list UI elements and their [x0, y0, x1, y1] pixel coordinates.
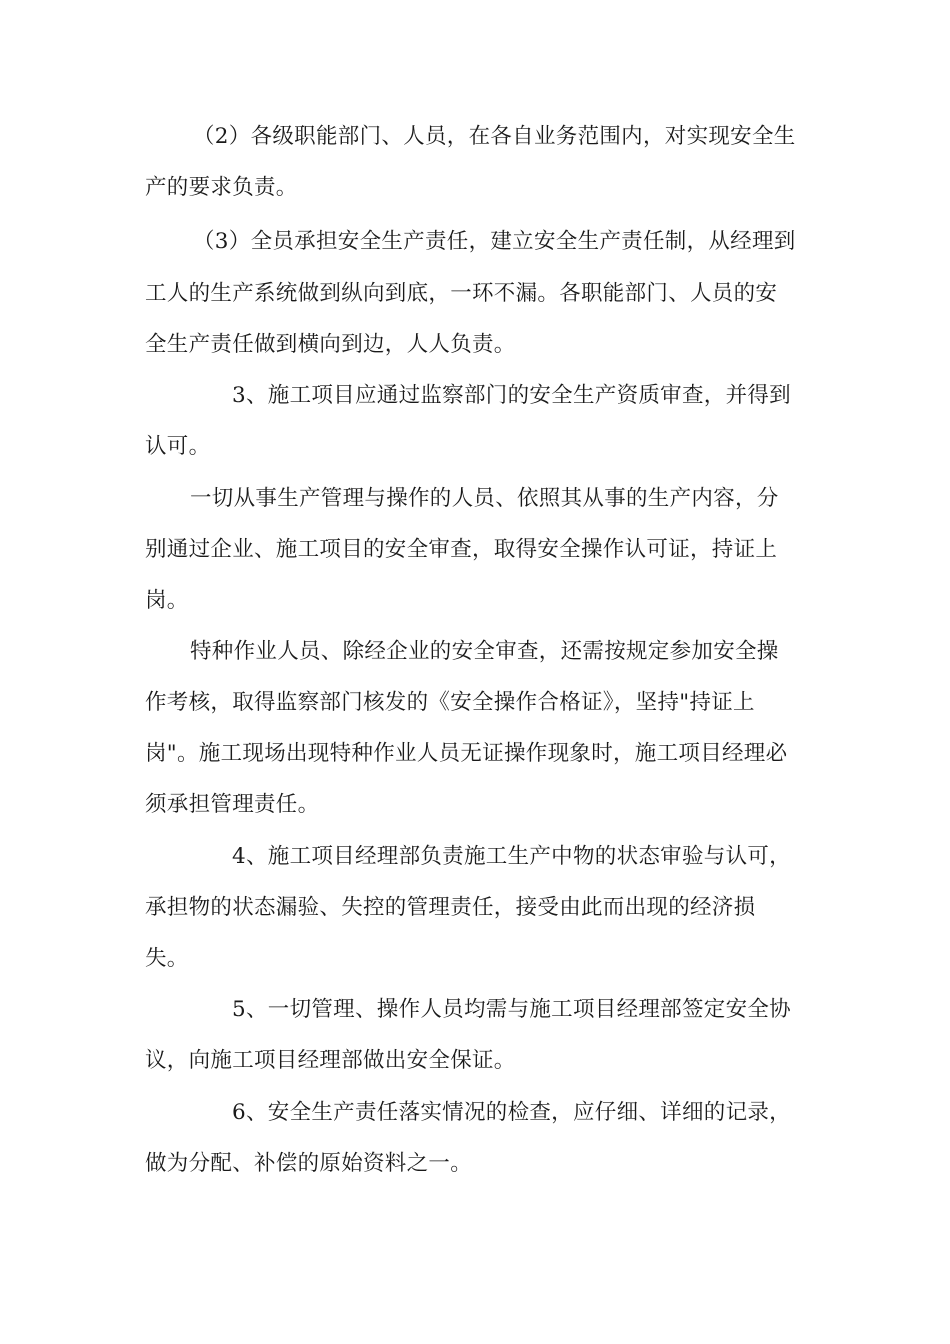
text-line: 5、一切管理、操作人员均需与施工项目经理部签定安全协 [232, 997, 791, 1022]
text-line: 承担物的状态漏验、失控的管理责任，接受由此而出现的经济损 [145, 895, 756, 920]
text-line: 须承担管理责任。 [145, 792, 320, 817]
text-line: 作考核，取得监察部门核发的《安全操作合格证》，坚持"持证上 [145, 690, 755, 715]
text-line: 3、施工项目应通过监察部门的安全生产资质审查，并得到 [232, 383, 791, 408]
text-line: 产的要求负责。 [145, 175, 298, 200]
text-line: 失。 [145, 946, 189, 971]
text-line: 一切从事生产管理与操作的人员、依照其从事的生产内容，分 [190, 486, 779, 511]
text-line: 4、施工项目经理部负责施工生产中物的状态审验与认可， [232, 844, 791, 869]
text-line: 岗。 [145, 588, 189, 613]
text-line: （3）全员承担安全生产责任，建立安全生产责任制，从经理到 [193, 229, 796, 254]
text-line: 做为分配、补偿的原始资料之一。 [145, 1151, 473, 1176]
text-line: 岗"。施工现场出现特种作业人员无证操作现象时，施工项目经理必 [145, 741, 788, 766]
text-line: 6、安全生产责任落实情况的检查，应仔细、详细的记录， [232, 1100, 791, 1125]
text-line: 工人的生产系统做到纵向到底，一环不漏。各职能部门、人员的安 [145, 281, 778, 306]
text-line: 认可。 [145, 434, 211, 459]
text-line: （2）各级职能部门、人员，在各自业务范围内，对实现安全生 [193, 124, 796, 149]
text-line: 特种作业人员、除经企业的安全审查，还需按规定参加安全操 [190, 639, 779, 664]
text-line: 别通过企业、施工项目的安全审查，取得安全操作认可证，持证上 [145, 537, 778, 562]
text-line: 全生产责任做到横向到边，人人负责。 [145, 332, 516, 357]
text-line: 议，向施工项目经理部做出安全保证。 [145, 1048, 516, 1073]
